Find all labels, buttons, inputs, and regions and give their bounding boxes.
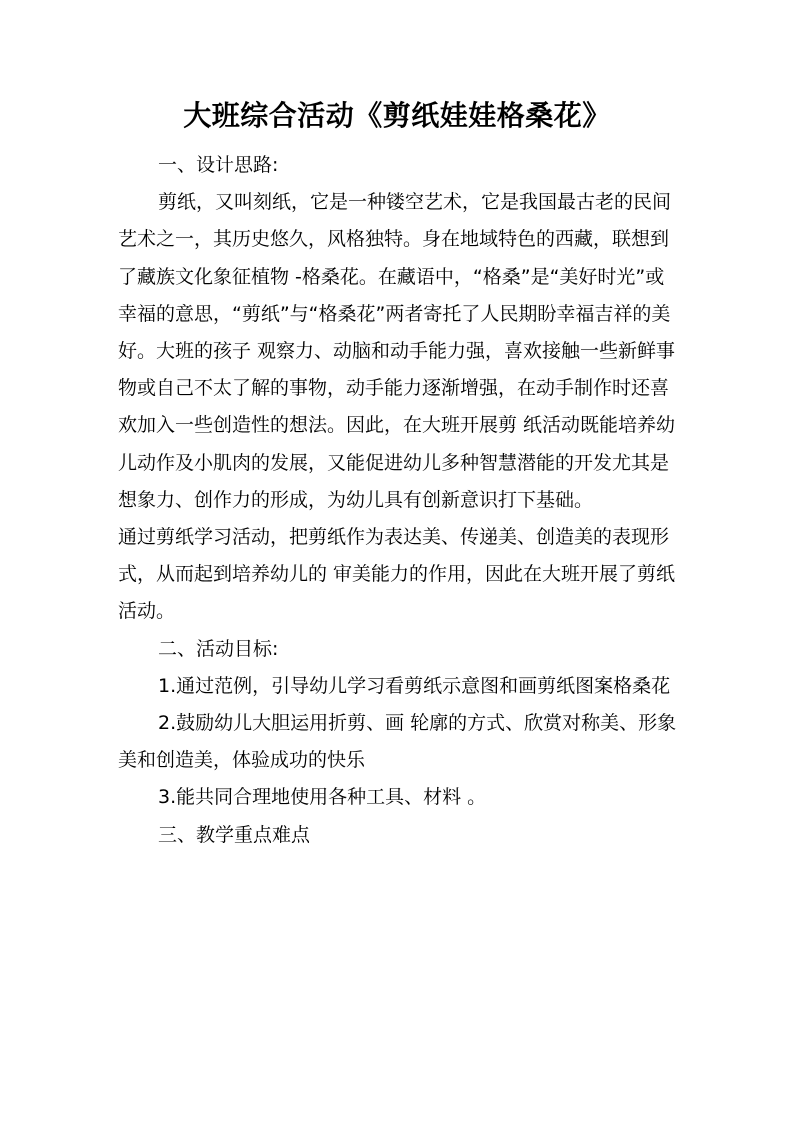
- goal-item-2: 2.鼓励幼儿大胆运用折剪、画 轮廓的方式、欣赏对称美、形象美和创造美，体验成功的快乐: [118, 712, 677, 772]
- goal-item-3: 3.能共同合理地使用各种工具、材料 。: [158, 786, 487, 809]
- section-heading-design: 一、设计思路:: [158, 154, 279, 176]
- document-title: 大班综合活动《剪纸娃娃格桑花》: [183, 99, 611, 132]
- design-paragraph-2: 通过剪纸学习活动，把剪纸作为表达美、传递美、创造美的表现形式，从而起到培养幼儿的 审美能力的作用，因此在大班开展了剪纸活动。: [118, 526, 676, 623]
- section-heading-key-points: 三、教学重点难点: [158, 823, 311, 846]
- section-heading-goals: 二、活动目标:: [158, 637, 279, 660]
- goal-item-1: 1.通过范例，引导幼儿学习看剪纸示意图和画剪纸图案格桑花: [158, 674, 671, 697]
- document-body: [118, 147, 678, 854]
- design-paragraph-1: 剪纸，又叫刻纸，它是一种镂空艺术，它是我国最古老的民间艺术之一，其历史悠久，风格独特。身在地域特色的西藏，联想到了藏族文化象征植物 -格桑花。在藏语中，“格桑”是“美好时光”或幸福的意思，“剪纸”与“格桑花”两者寄托了人民期盼幸福吉祥的美好。大班的孩子 观察力、动脑和动手能力强，喜欢接触一些新鲜事物或自己不太了解的事物，动手能力逐渐增强，在动手制作时还喜欢加入一些创造性的想法。因此，在大班开展剪 纸活动既能培养幼儿动作及小肌肉的发展，又能促进幼儿多种智慧潜能的开发尤其是想象力、创作力的形成，为幼儿具有创新意识打下基础。: [118, 191, 676, 511]
